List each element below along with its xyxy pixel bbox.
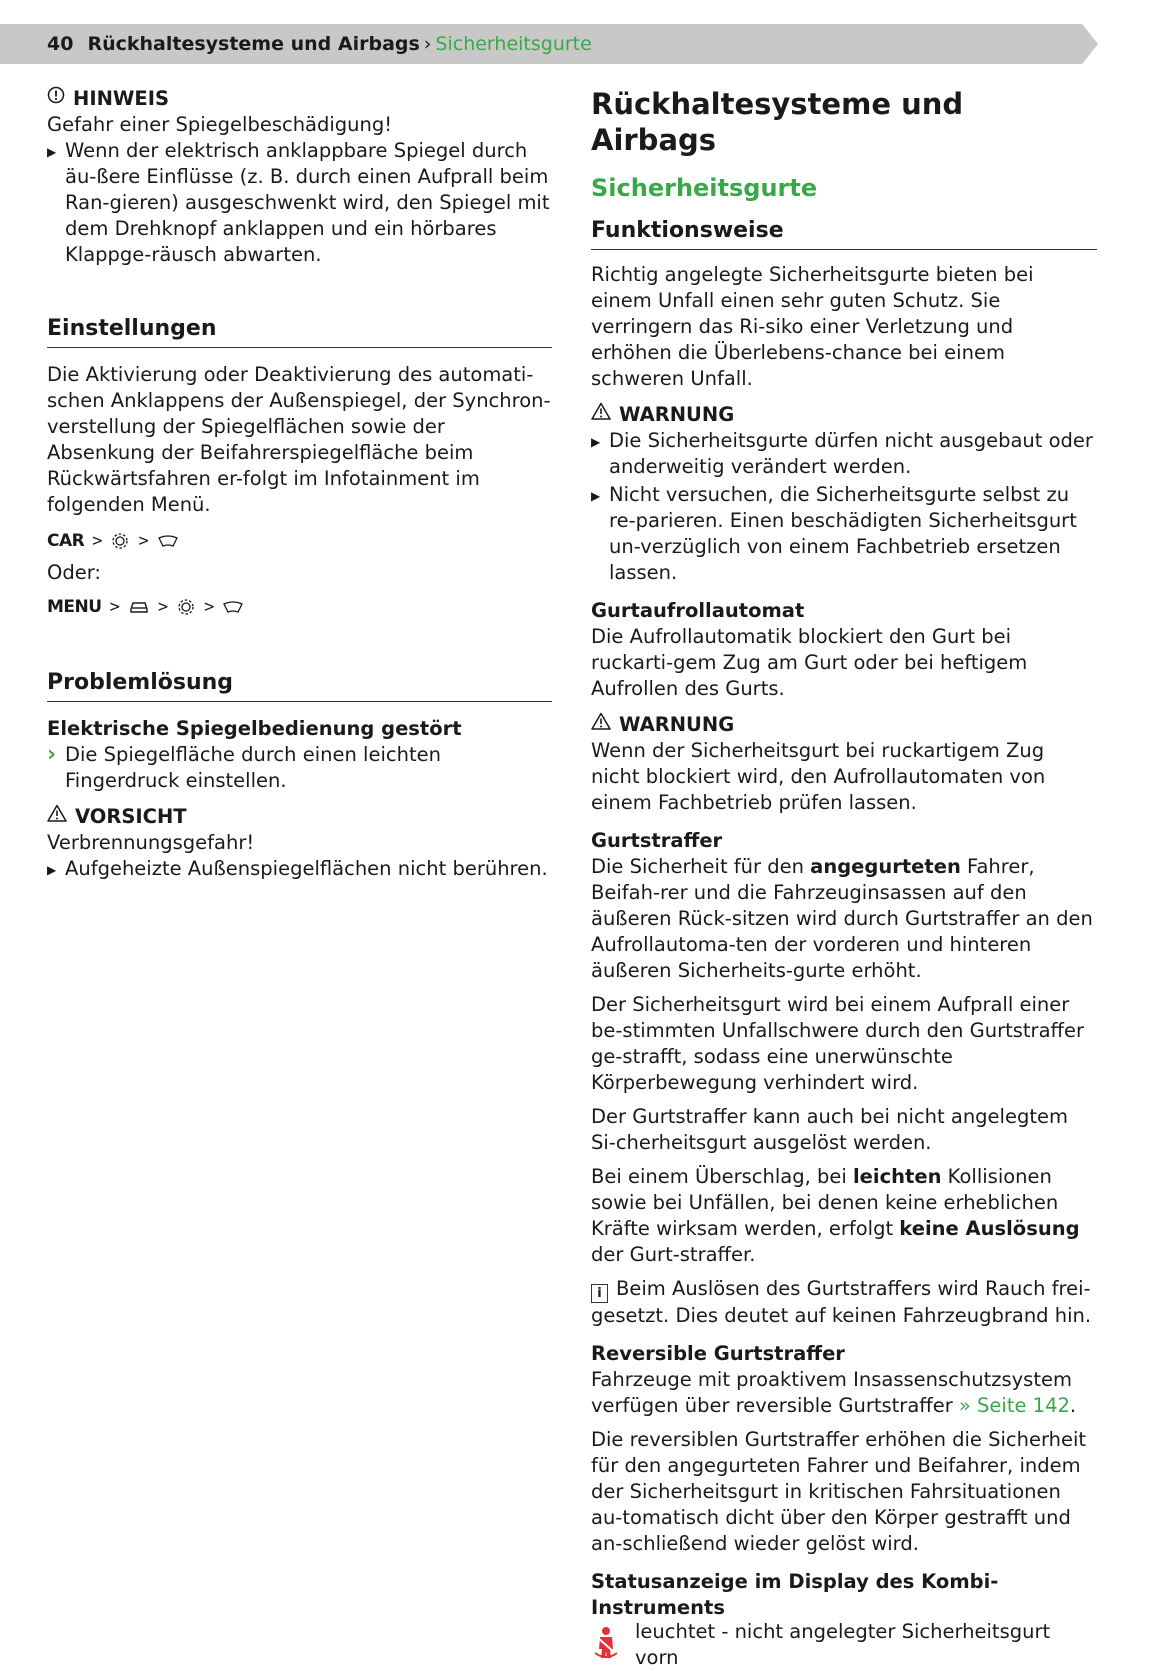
chevron-right-icon: ›: [47, 742, 57, 767]
oder-text: Oder:: [47, 561, 101, 584]
path-gt: >: [157, 597, 169, 617]
header-separator: ›: [423, 33, 432, 55]
bullet-triangle-icon: ▶: [591, 435, 601, 449]
reversible-heading: Reversible Gurtstraffer: [591, 1342, 845, 1365]
running-header: [47, 33, 592, 55]
path-gt: >: [138, 531, 149, 551]
hinweis-bullet: ▶ Wenn der elektrisch anklappbare Spiegel durch äu-ßere Einflüsse (z. B. durch einen Aufprall beim Ran-gieren) ausgeschwenkt wird, den Spiegel mit dem Drehknopf anklappen und ein hörbares Klappge-räusch abwarten.: [47, 139, 550, 266]
bullet-triangle-icon: ▶: [47, 863, 57, 877]
gurtstraffer-info: i Beim Auslösen des Gurtstraffers wird Rauch frei-gesetzt. Dies deutet auf keinen Fahrzeugbrand hin.: [591, 1277, 1092, 1327]
funktionsweise-heading: Funktionsweise: [591, 216, 1097, 250]
warnung1-bullet2: ▶ Nicht versuchen, die Sicherheitsgurte selbst zu re-parieren. Einen beschädigten Sicherheitsgurt un-verzüglich von einem Fachbetrieb ersetzen lassen.: [591, 483, 1077, 584]
info-box-icon: i: [591, 1284, 608, 1303]
menu-path-car: [47, 528, 552, 554]
funktionsweise-text: Richtig angelegte Sicherheitsgurte bieten bei einem Unfall einen sehr guten Schutz. Sie verringern das Ri-siko einer Verletzung und erhöhen die Überlebens-chance bei einem schweren Unfall.: [591, 263, 1034, 390]
bullet-triangle-icon: ▶: [591, 489, 601, 503]
gurtstraffer-p4: Bei einem Überschlag, bei leichten Kollisionen sowie bei Unfällen, bei denen keine erheblichen Kräfte wirksam werden, erfolgt keine Auslösung der Gurt-straffer.: [591, 1165, 1080, 1266]
warnung2-text: Wenn der Sicherheitsgurt bei ruckartigem Zug nicht blockiert wird, den Aufrollautomaten von einem Fachbetrieb prüfen lassen.: [591, 739, 1046, 814]
info-circle-icon: [47, 86, 65, 112]
status-heading: Statusanzeige im Display des Kombi-Instruments: [591, 1570, 999, 1619]
hinweis-line: Gefahr einer Spiegelbeschädigung!: [47, 113, 393, 136]
reversible-p1: Fahrzeuge mit proaktivem Insassenschutzsystem verfügen über reversible Gurtstraffer » Seite 142.: [591, 1368, 1077, 1417]
warnung1-title: WARNUNG: [591, 402, 1097, 428]
vorsicht-line: Verbrennungsgefahr!: [47, 831, 255, 854]
gear-icon: [176, 597, 196, 617]
gear-icon: [110, 531, 130, 551]
warning-triangle-icon: [47, 804, 67, 830]
gurtstraffer-p1: Die Sicherheit für den angegurteten Fahrer, Beifah-rer und die Fahrzeuginsassen auf den äußeren Rück-sitzen wird durch Gurtstraffer an den Aufrollautoma-ten der vorderen und hinteren äußeren Sicherheits-gurte erhöht.: [591, 855, 1093, 982]
menu-key: MENU: [47, 597, 102, 617]
gurtaufroll-heading: Gurtaufrollautomat: [591, 599, 805, 622]
vorsicht-bullet: ▶ Aufgeheizte Außenspiegelflächen nicht berühren.: [47, 856, 552, 883]
right-column: [591, 86, 1097, 1671]
gurtaufroll-text: Die Aufrollautomatik blockiert den Gurt bei ruckarti-gem Zug am Gurt oder bei heftigem Aufrollen des Gurts.: [591, 625, 1028, 700]
header-chapter: Rückhaltesysteme und Airbags: [87, 33, 420, 55]
warning-triangle-icon: [591, 712, 611, 738]
path-gt: >: [204, 597, 215, 617]
problem-subheading: Elektrische Spiegelbedienung gestört: [47, 717, 462, 740]
wiper-icon: [222, 599, 244, 615]
car-key: CAR: [47, 531, 85, 551]
car-icon: [128, 599, 150, 615]
seatbelt-warning-icon: [591, 1621, 635, 1665]
left-column: [47, 86, 552, 883]
problem-step: › Die Spiegelfläche durch einen leichten Fingerdruck einstellen.: [47, 742, 441, 792]
warnung1-bullet1: ▶ Die Sicherheitsgurte dürfen nicht ausgebaut oder anderweitig verändert werden.: [591, 429, 1093, 478]
status-text: leuchtet - nicht angelegter Sicherheitsgurt vorn: [635, 1620, 1051, 1669]
reversible-p2: Die reversiblen Gurtstraffer erhöhen die Sicherheit für den angegurteten Fahrer und Beifahrer, indem der Sicherheitsgurt in kritischen Fahrsituationen au-tomatisch dicht über den Körper gestrafft und an-schließend wieder gelöst wird.: [591, 1428, 1087, 1555]
header-section: Sicherheitsgurte: [435, 33, 592, 55]
path-gt: >: [109, 597, 120, 617]
page-number: 40: [47, 33, 74, 55]
gurtstraffer-heading: Gurtstraffer: [591, 829, 723, 852]
wiper-icon: [157, 533, 179, 549]
vorsicht-title: VORSICHT: [47, 804, 552, 830]
path-gt: >: [92, 531, 103, 551]
chapter-title: Rückhaltesysteme und Airbags: [591, 87, 964, 157]
warnung2-title: WARNUNG: [591, 712, 1097, 738]
status-row: [591, 1621, 1097, 1671]
gurtstraffer-p2: Der Sicherheitsgurt wird bei einem Aufprall einer be-stimmten Unfallschwere durch den Gurtstraffer ge-strafft, sodass eine unerwünschte Körperbewegung verhindert wird.: [591, 993, 1084, 1094]
hinweis-title: HINWEIS: [47, 86, 552, 112]
warning-triangle-icon: [591, 402, 611, 428]
einstellungen-heading: Einstellungen: [47, 314, 552, 348]
einstellungen-text: Die Aktivierung oder Deaktivierung des automati-schen Anklappens der Außenspiegel, der Synchron-verstellung der Spiegelflächen sowie der Absenkung der Beifahrerspiegelfläche beim Rückwärtsfahren er-folgt im Infotainment im folgenden Menü.: [47, 363, 551, 516]
menu-path-menu: [47, 594, 552, 620]
gurtstraffer-p3: Der Gurtstraffer kann auch bei nicht angelegtem Si-cherheitsgurt ausgelöst werden.: [591, 1105, 1068, 1154]
header-arrow: [1082, 24, 1098, 64]
page-link[interactable]: » Seite 142: [958, 1394, 1070, 1417]
problemloesung-heading: Problemlösung: [47, 668, 552, 702]
section-title: Sicherheitsgurte: [591, 174, 818, 202]
bullet-triangle-icon: ▶: [47, 145, 57, 159]
